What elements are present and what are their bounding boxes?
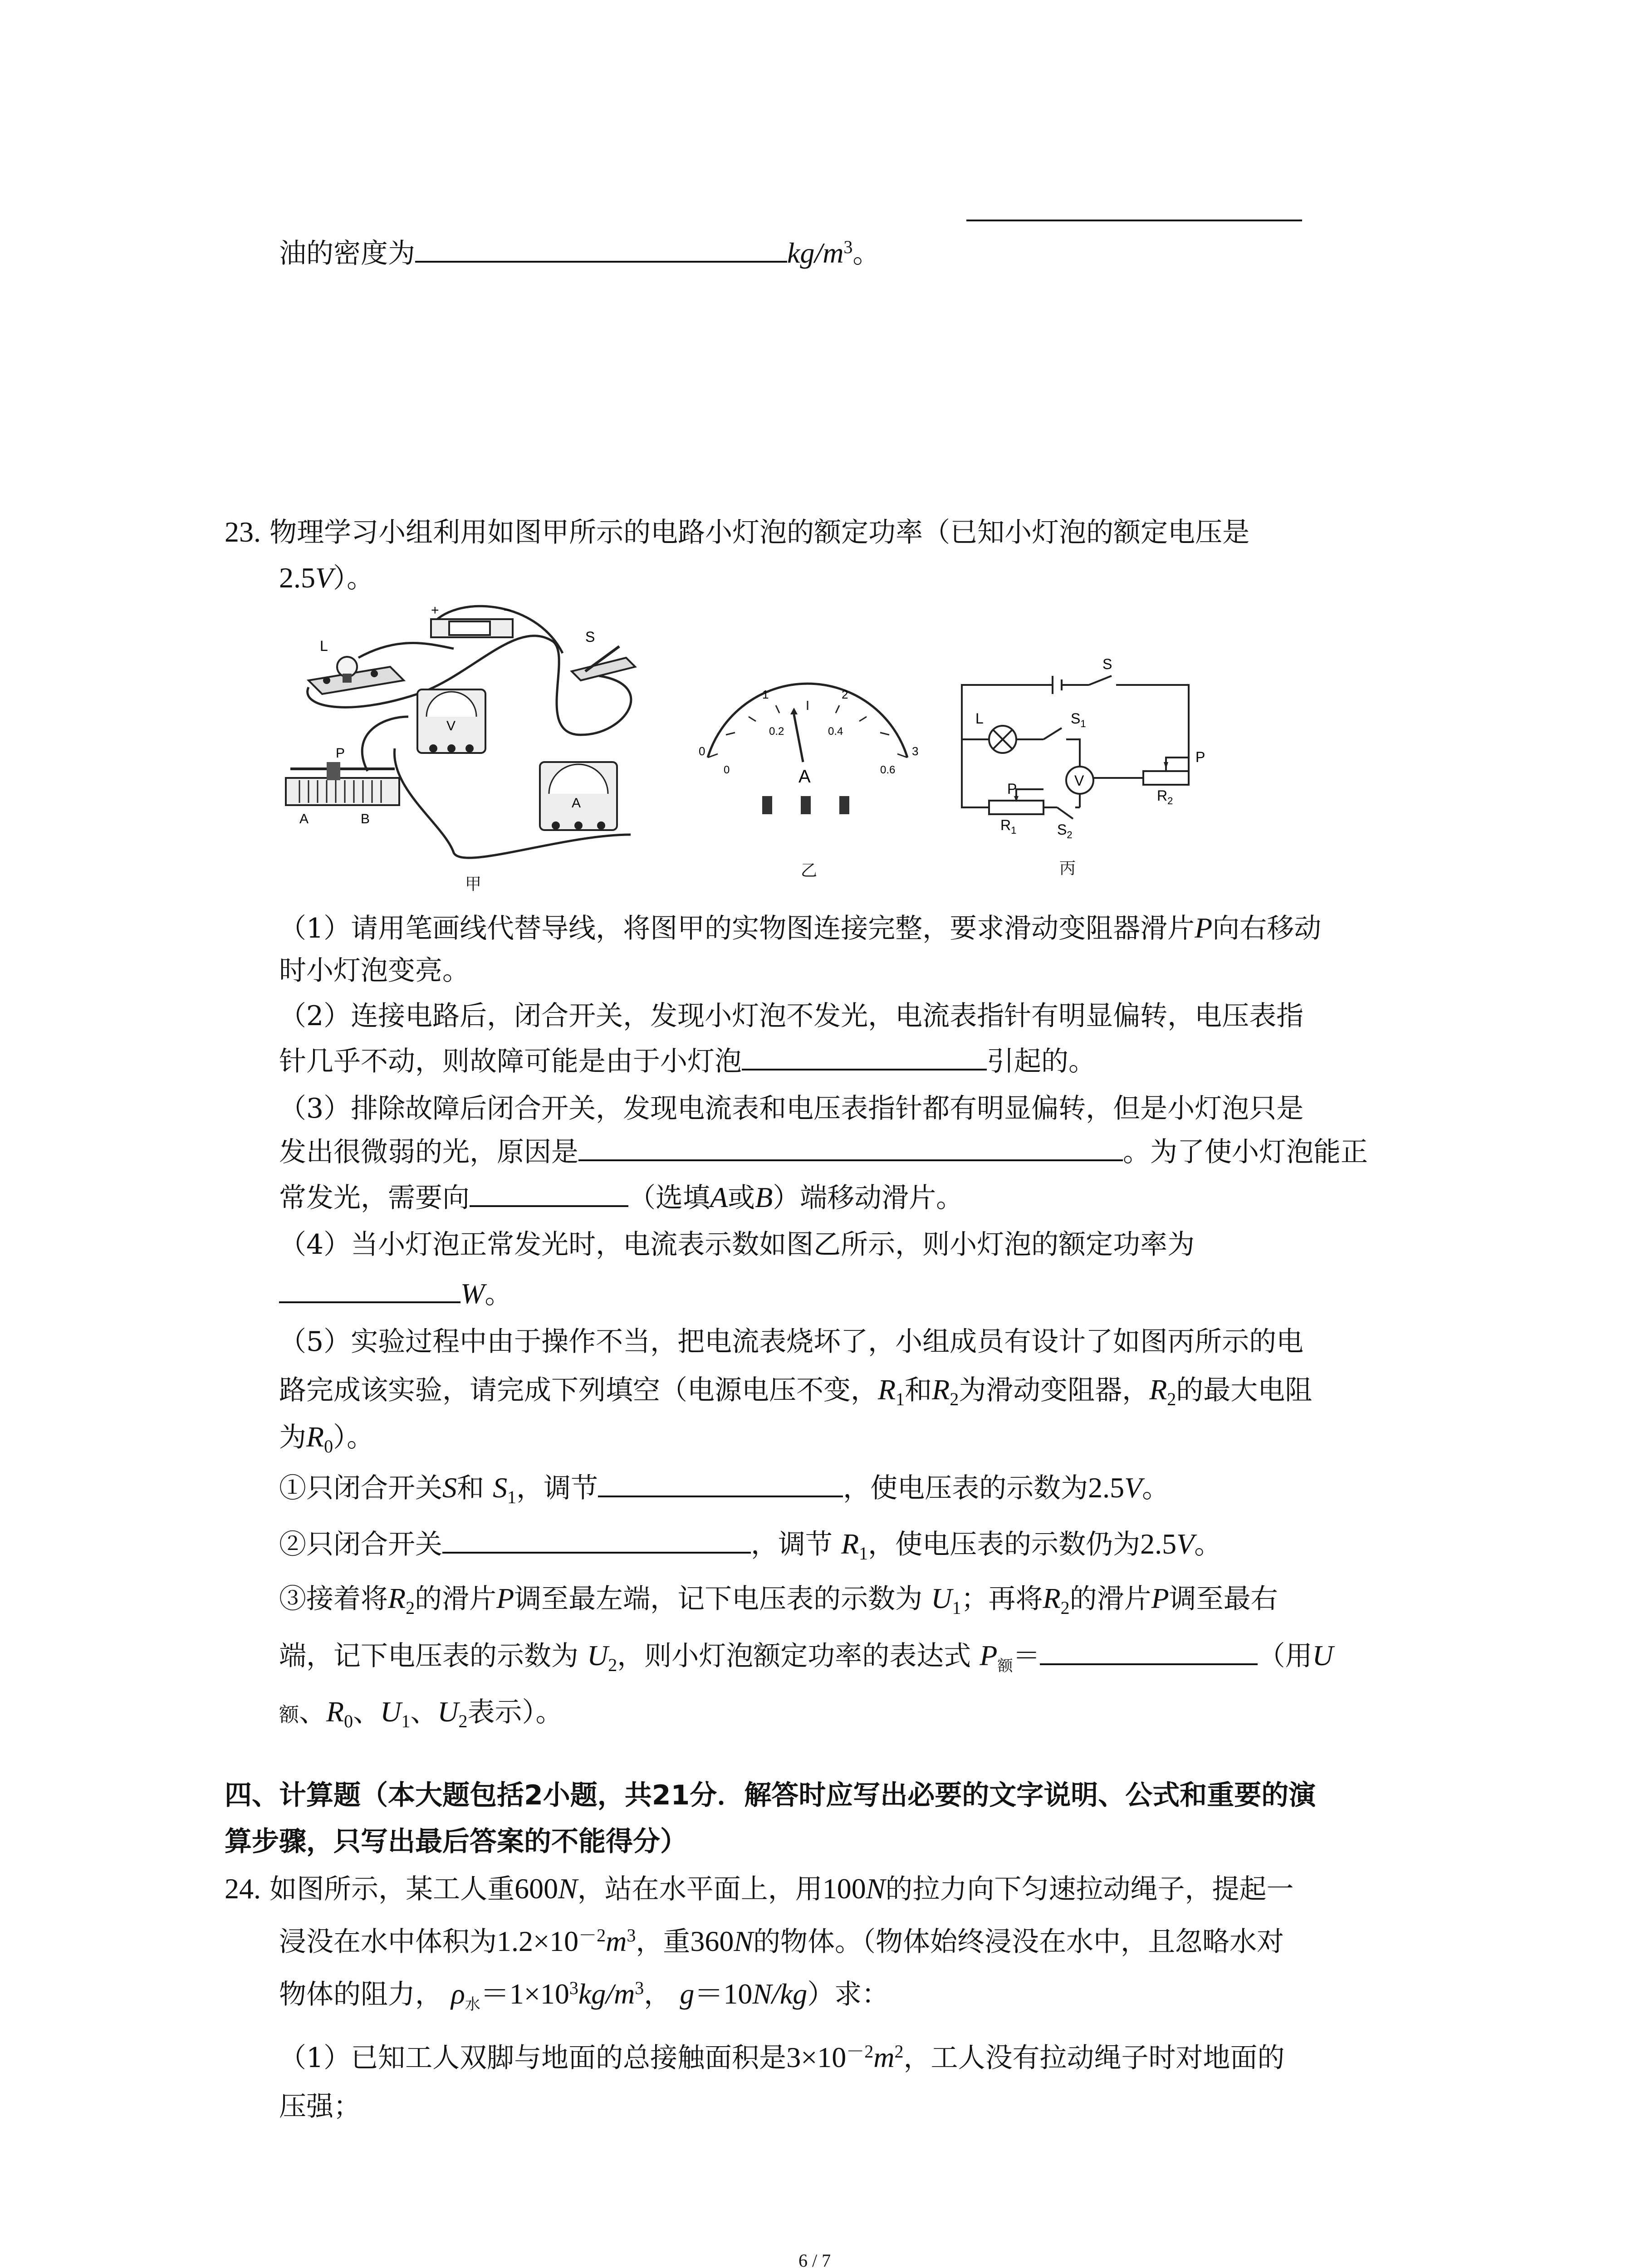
q23-part1-line2: 时小灯泡变亮。 — [279, 955, 470, 987]
schem-S: S — [1102, 656, 1112, 672]
q23-step1: ①只闭合开关S和 $S_1$，调节 ，使电压表的示数为2.5V。 — [279, 1470, 1169, 1506]
q23-part1-line1: （1）请用笔画线代替导线，将图甲的实物图连接完整，要求滑动变阻器滑片P向右移动 — [279, 912, 1322, 944]
dial-bottom-0: 0 — [724, 764, 730, 776]
rheostat-component — [286, 746, 399, 826]
q23-step3-line3: 额、$R_0$、$U_1$、$U_2$表示）。 — [279, 1696, 563, 1731]
answer-blank[interactable] — [598, 1470, 843, 1497]
voltmeter-component — [417, 689, 485, 753]
svg-text:R1: $R_1$ — [1000, 817, 1017, 836]
answer-blank[interactable] — [279, 1276, 460, 1303]
schem-P1: P — [1007, 781, 1017, 797]
figure-bing-schematic — [953, 644, 1225, 844]
answer-blank[interactable] — [415, 235, 787, 263]
answer-blank[interactable] — [578, 1134, 1123, 1161]
schem-P2: P — [1195, 749, 1205, 765]
dial-bottom-02: 0.2 — [769, 725, 784, 738]
q24-line2: 浸没在水中体积为$1.2\times 10^{-2}m^3$，重360N的物体。（物体始终浸没在水中，且忽略水对 — [279, 1925, 1284, 1958]
q23-part2-line1: （2）连接电路后，闭合开关，发现小灯泡不发光，电流表指针有明显偏转，电压表指 — [279, 1000, 1304, 1032]
top-answer-blank — [966, 220, 1302, 221]
switch-component — [572, 629, 635, 680]
figure-caption-yi: 乙 — [801, 861, 818, 880]
label-P: P — [336, 746, 345, 761]
schem-L: L — [975, 710, 984, 727]
q23-part5-line2: 路完成该实验，请完成下列填空（电源电压不变，$R_1$和$R_2$为滑动变阻器，$R_2$的最大电阻 — [279, 1374, 1313, 1409]
oil-density-line: 油的密度为 $kg/m^3$。 — [279, 235, 880, 272]
q23-part3-line2: 发出很微弱的光，原因是 。为了使小灯泡能正 — [279, 1134, 1368, 1170]
answer-blank[interactable] — [470, 1180, 628, 1207]
q24-line3: 物体的阻力， $\rho_水=1\times 10^3kg/m^3$， g＝10N/kg）求： — [279, 1978, 889, 2014]
answer-blank[interactable] — [442, 1526, 751, 1554]
label-S: S — [585, 629, 595, 645]
wire — [358, 643, 454, 658]
ammeter-component — [540, 762, 617, 830]
dial-pointer — [794, 714, 803, 762]
figure-jia-circuit — [281, 599, 690, 871]
schem-V: V — [1074, 772, 1084, 789]
dial-unit-A: A — [798, 767, 811, 787]
q23-part3-line1: （3）排除故障后闭合开关，发现电流表和电压表指针都有明显偏转，但是小灯泡只是 — [279, 1093, 1304, 1124]
q23-part4-line2: W。 — [279, 1276, 512, 1312]
svg-text:S2: $S_2$ — [1057, 821, 1073, 841]
label-A-terminal: A — [299, 811, 309, 826]
figure-yi-ammeter-dial — [690, 671, 926, 816]
schem-R2: R — [1157, 787, 1168, 804]
dial-bottom-06: 0.6 — [880, 764, 896, 776]
dial-top-1: 1 — [762, 688, 769, 701]
wire — [362, 717, 408, 771]
label-V: V — [446, 719, 456, 733]
figure-caption-bing: 丙 — [1059, 859, 1076, 878]
section4-title-line2: 算步骤，只写出最后答案的不能得分） — [225, 1826, 687, 1857]
q24-part1-line1: （1）已知工人双脚与地面的总接触面积是$3\times 10^{-2}m^2$，工人没有拉动绳子时对地面的 — [279, 2041, 1285, 2074]
q24-part1-line2: 压强； — [279, 2091, 361, 2122]
q23-stem-line1: 23. 物理学习小组利用如图甲所示的电路小灯泡的额定功率（已知小灯泡的额定电压是 — [225, 516, 1250, 548]
q23-step2: ②只闭合开关 ，调节 $R_1$，使电压表的示数仍为2.5V。 — [279, 1526, 1221, 1563]
section4-title-line1: 四、计算题（本大题包括2小题，共21分．解答时应写出必要的文字说明、公式和重要的演 — [225, 1779, 1316, 1811]
label-B-terminal: B — [361, 811, 370, 826]
dial-top-2: 2 — [842, 688, 848, 701]
q23-stem-line2: 2.5V）。 — [279, 562, 374, 594]
q23-part4-line1: （4）当小灯泡正常发光时，电流表示数如图乙所示，则小灯泡的额定功率为 — [279, 1229, 1195, 1261]
figure-caption-jia: 甲 — [465, 875, 482, 894]
q23-step3-line1: ③接着将$R_2$的滑片P调至最左端，记下电压表的示数为 $U_1$；再将$R_2$的滑片P调至最右 — [279, 1582, 1278, 1618]
dial-bottom-04: 0.4 — [828, 725, 843, 738]
q23-part5-line3: 为$R_0$）。 — [279, 1421, 374, 1457]
q23-step3-line2: 端，记下电压表的示数为 $U_2$，则小灯泡额定功率的表达式 $P_额=$ （用U — [279, 1637, 1333, 1674]
answer-blank[interactable] — [742, 1043, 987, 1070]
schem-S2: S — [1057, 821, 1067, 838]
q23-part2-line2: 针几乎不动，则故障可能是由于小灯泡 引起的。 — [279, 1043, 1096, 1080]
schem-R1: R — [1000, 817, 1011, 833]
q23-part3-line3: 常发光，需要向 （选填A或B）端移动滑片。 — [279, 1179, 963, 1216]
svg-text:−: − — [504, 603, 512, 618]
svg-text:R2: $R_2$ — [1157, 787, 1173, 807]
dial-top-3: 3 — [912, 744, 919, 758]
label-L: L — [320, 638, 328, 654]
q24-line1: 24. 如图所示，某工人重600N，站在水平面上，用100N的拉力向下匀速拉动绳子，提起一 — [225, 1872, 1294, 1905]
answer-blank[interactable] — [1040, 1638, 1258, 1665]
schem-S1: S — [1071, 710, 1081, 727]
svg-text:+: + — [431, 603, 439, 618]
dial-top-0: 0 — [699, 744, 705, 758]
page-number: 6 / 7 — [798, 2250, 831, 2268]
svg-text:S1: $S_1$ — [1071, 710, 1086, 729]
label-A: A — [572, 796, 581, 811]
q23-part5-line1: （5）实验过程中由于操作不当，把电流表烧坏了，小组成员有设计了如图丙所示的电 — [279, 1326, 1304, 1358]
